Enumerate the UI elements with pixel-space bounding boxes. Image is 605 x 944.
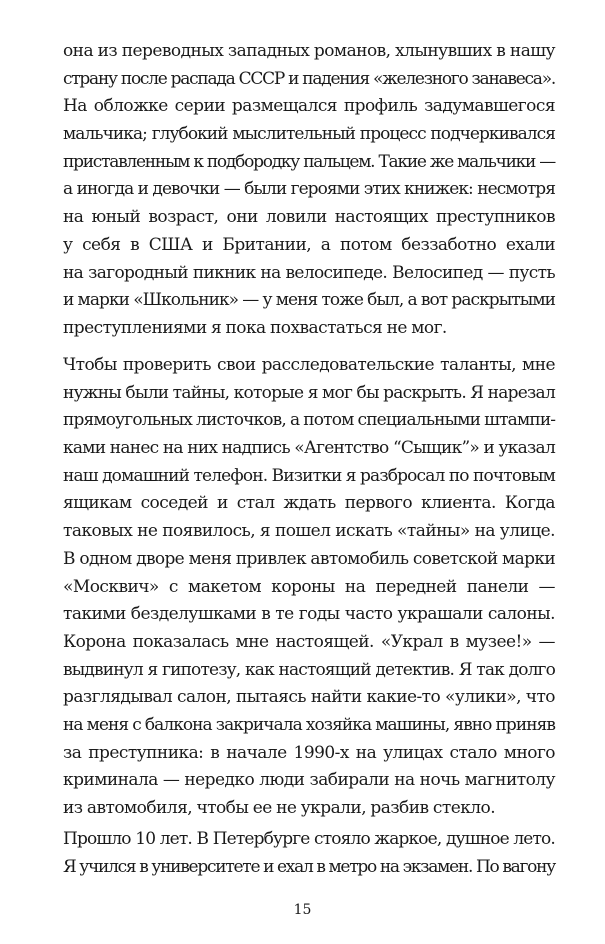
text-line: Я учился в университете и ехал в метро на экзамен. По вагону: [63, 856, 555, 877]
text-line: нужны были тайны, которые я мог бы раскрыть. Я нарезал: [63, 382, 555, 403]
text-line: мальчика; глубокий мыслительный процесс подчеркивался: [63, 124, 555, 145]
text-line: такими безделушками в те годы часто украшали салоны.: [63, 604, 555, 625]
text-line: прямоугольных листочков, а потом специальными штампи-: [63, 410, 556, 431]
text-line: На обложке серии размещался профиль задумавшегося: [63, 96, 555, 117]
text-line: ками нанес на них надпись «Агентство “Сыщик”» и указал: [63, 438, 555, 459]
text-line: а иногда и девочки — были героями этих книжек: несмотря: [63, 179, 555, 200]
text-line: наш домашний телефон. Визитки я разбросал по почтовым: [63, 465, 555, 486]
text-line: Чтобы проверить свои расследовательские таланты, мне: [63, 355, 555, 375]
text-line: ящикам соседей и стал ждать первого клиента. Когда: [63, 493, 555, 514]
text-line: таковых не появилось, я пошел искать «тайны» на улице.: [63, 521, 555, 542]
text-line: на загородный пикник на велосипеде. Велосипед — пусть: [63, 262, 555, 283]
paragraph-2: [63, 352, 555, 823]
text-line: у себя в США и Британии, а потом беззаботно ехали: [63, 234, 555, 255]
text-line: преступлениями я пока похвастаться не мог.: [63, 317, 447, 338]
text-line: приставленным к подбородку пальцем. Такие же мальчики —: [63, 151, 555, 172]
text-line: «Москвич» с макетом короны на передней панели —: [63, 576, 555, 597]
text-line: выдвинул я гипотезу, как настоящий детектив. Я так долго: [63, 659, 555, 680]
text-line: разглядывал салон, пытаясь найти какие-то «улики», что: [63, 687, 555, 708]
text-line: страну после распада СССР и падения «железного занавеса».: [63, 68, 555, 89]
paragraph-1: [63, 38, 555, 343]
text-line: за преступника: в начале 1990-х на улицах стало много: [63, 742, 555, 763]
page-number: 15: [293, 902, 312, 918]
text-line: криминала — нередко люди забирали на ночь магнитолу: [63, 770, 555, 791]
paragraph-3: [63, 826, 555, 881]
text-line: и марки «Школьник» — у меня тоже был, а вот раскрытыми: [63, 290, 555, 311]
text-line: она из переводных западных романов, хлынувших в нашу: [63, 41, 555, 61]
text-line: В одном дворе меня привлек автомобиль советской марки: [63, 548, 555, 569]
text-line: из автомобиля, чтобы ее не украли, разбив стекло.: [63, 798, 496, 818]
text-line: на меня с балкона закричала хозяйка машины, явно приняв: [63, 714, 555, 735]
text-line: Прошло 10 лет. В Петербурге стояло жаркое, душное лето.: [63, 829, 555, 849]
text-line: на юный возраст, они ловили настоящих преступников: [63, 207, 555, 228]
text-line: Корона показалась мне настоящей. «Украл в музее!» —: [63, 631, 555, 652]
